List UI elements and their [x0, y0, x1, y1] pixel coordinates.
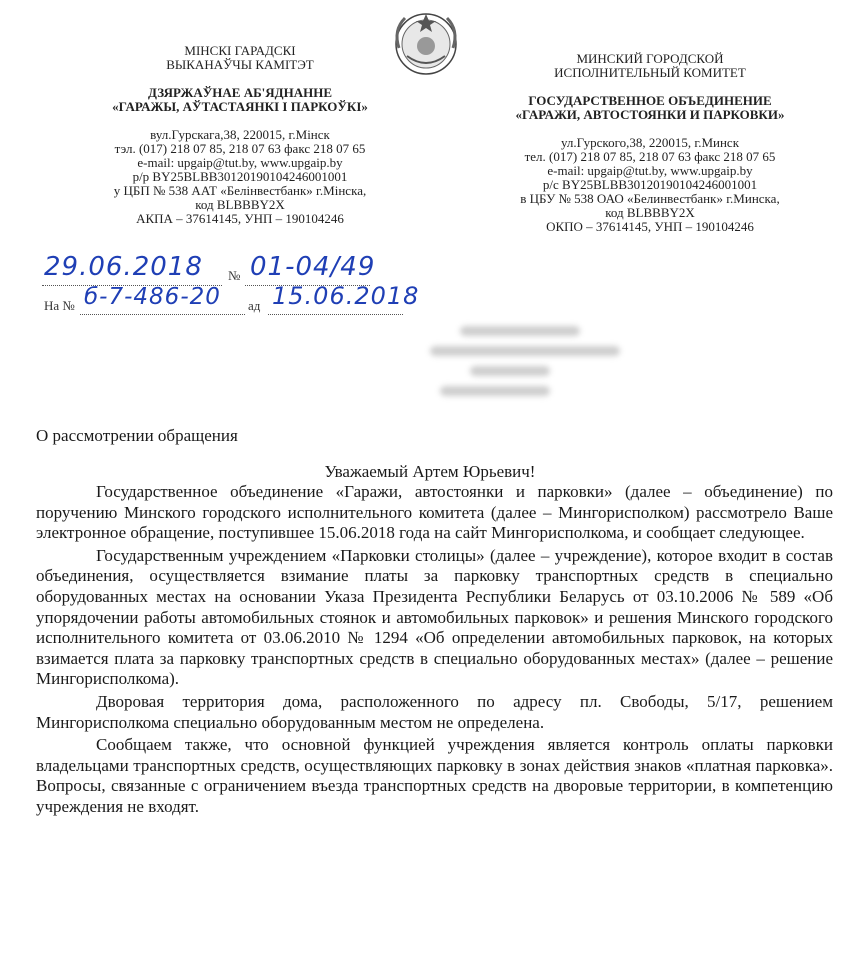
account-by: р/р BY25BLBB30120190104246001001	[132, 169, 348, 184]
bank-code-ru: код BLBBBY2X	[605, 205, 695, 220]
bank-code-by: код BLBBBY2X	[195, 197, 285, 212]
phone-ru: тел. (017) 218 07 85, 218 07 63 факс 218 07 65	[524, 149, 776, 164]
bank-by: у ЦБП № 538 ААТ «Белінвестбанк» г.Мінска,	[113, 183, 367, 198]
header-right	[470, 52, 830, 234]
reference-number: б-7-486-20	[84, 284, 221, 310]
dept-name-ru-line2: «ГАРАЖИ, АВТОСТОЯНКИ И ПАРКОВКИ»	[515, 107, 785, 122]
ids-ru: ОКПО – 37614145, УНП – 190104246	[546, 219, 754, 234]
reference-number-label: На №	[44, 298, 75, 313]
ref-number-field-line	[80, 314, 245, 315]
recipient-block-redacted	[430, 318, 640, 408]
ids-by: АКПА – 37614145, УНП – 190104246	[136, 211, 344, 226]
paragraph: Сообщаем также, что основной функцией учреждения является контроль оплаты парковки владельцами транспортных средств, осуществляющих парковку в зонах действия знаков «платная парковка». Вопросы, связанные с ограничением въезда транспортных средств на дворовые территории, в компетенцию учреждения не входят.	[36, 735, 833, 816]
phone-by: тэл. (017) 218 07 85, 218 07 63 факс 218 07 65	[114, 141, 366, 156]
reference-date: 15.06.2018	[272, 282, 420, 310]
letter-salutation: Уважаемый Артем Юрьевич!	[324, 462, 536, 481]
org-name-by-line2: ВЫКАНАЎЧЫ КАМІТЭТ	[166, 57, 314, 72]
dept-name-by-line1: ДЗЯРЖАЎНАЕ АБ'ЯДНАННЕ	[147, 85, 333, 100]
reference-date-label: ад	[248, 298, 261, 313]
ref-date-field-line	[268, 314, 403, 315]
org-name-by-line1: МІНСКІ ГАРАДСКІ	[184, 43, 296, 58]
registration-number: 01-04/49	[250, 252, 376, 282]
number-label: №	[228, 268, 241, 283]
paragraph: Дворовая территория дома, расположенного по адресу пл. Свободы, 5/17, решением Мингорисполкома специально оборудованным местом не определена.	[36, 691, 833, 732]
org-name-ru-line2: ИСПОЛНИТЕЛЬНЫЙ КОМИТЕТ	[554, 65, 746, 80]
dept-name-by-line2: «ГАРАЖЫ, АЎТАСТАЯНКІ І ПАРКОЎКІ»	[112, 99, 368, 114]
letter-body	[36, 482, 833, 828]
address-by: вул.Гурскага,38, 220015, г.Мінск	[150, 127, 330, 142]
bank-ru: в ЦБУ № 538 ОАО «Белинвестбанк» г.Минска,	[520, 191, 780, 206]
email-ru: e-mail: upgaip@tut.by, www.upgaip.by	[547, 163, 753, 178]
paragraph: Государственное объединение «Гаражи, автостоянки и парковки» (далее – объединение) по поручению Минского городского исполнительного комитета (далее – Мингорисполком) рассмотрело Ваше электронное обращение, поступившее 15.06.2018 года на сайт Мингорисполкома, и сообщает следующее.	[36, 482, 833, 543]
address-ru: ул.Гурского,38, 220015, г.Минск	[560, 135, 740, 150]
registration-date: 29.06.2018	[44, 252, 203, 282]
email-by: e-mail: upgaip@tut.by, www.upgaip.by	[137, 155, 343, 170]
paragraph: Государственным учреждением «Парковки столицы» (далее – учреждение), которое входит в состав объединения, осуществляется взимание платы за парковку транспортных средств в специально оборудованных местах на основании Указа Президента Республики Беларусь от 03.10.2006 № 589 «Об упорядочении работы автомобильных стоянок и автомобильных парковок» и решения Минского городского исполнительного комитета от 03.06.2010 № 1294 «Об определении автомобильных парковок, на которых взимается плата за парковку транспортных средств в специально оборудованных местах» (далее – решение Мингорисполкома).	[36, 545, 833, 689]
org-name-ru-line1: МИНСКИЙ ГОРОДСКОЙ	[576, 51, 724, 66]
account-ru: р/с BY25BLBB30120190104246001001	[542, 177, 758, 192]
letter-subject: О рассмотрении обращения	[36, 426, 238, 445]
header-left	[60, 44, 420, 226]
dept-name-ru-line1: ГОСУДАРСТВЕННОЕ ОБЪЕДИНЕНИЕ	[528, 93, 772, 108]
